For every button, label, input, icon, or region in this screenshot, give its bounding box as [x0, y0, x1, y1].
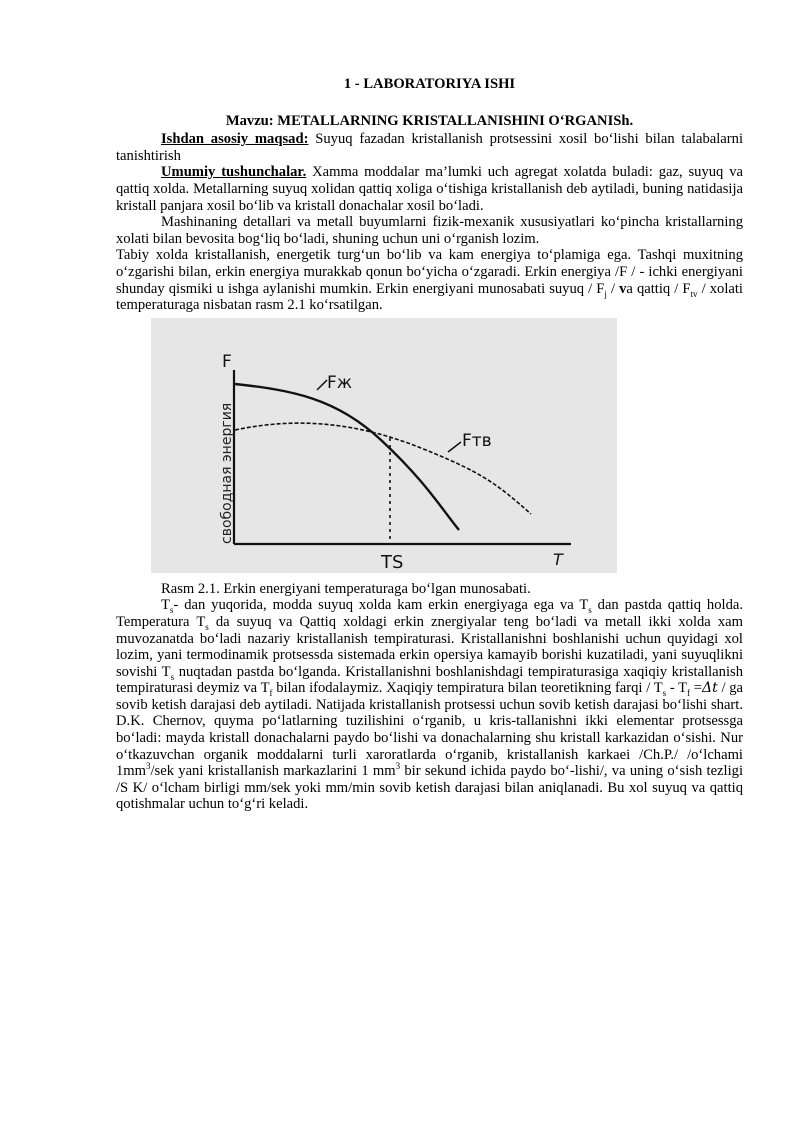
machine-paragraph: Mashinaning detallari va metall buyumlarni fizik-mexanik xususiyatlari ko‘pincha kristallarning xolati bilan bevosita bog‘liq bo‘ladi, shuning uchun uni o‘rganish lozim. [116, 214, 743, 247]
liquid-energy-curve [235, 384, 459, 530]
page-title: 1 - LABORATORIYA ISHI [343, 76, 516, 92]
ts-paragraph: $T_s-$ dan yuqorida, modda suyuq xolda kam erkin energiyaga ega va $T_s$ dan pastda qattiq holda. Temperatura $T_s$ da suyuq va Qattiq xoldagi erkin znergiyalar teng bo‘ladi va metall ikki xolda xam muvozanatda bo‘ladi nazariy kristallanish tempiraturasi. Kristallanishni boshlanishi uchun quyidagi xol lozim, yani termodinamik protsessda sistemada erkin opersiya kamayib borishi kuzatiladi, yani suyuqlikni sovishi $T_s$ nuqtadan pastda bo‘lganda. Kristallanishni boshlanishdagi tempiraturasiga xaqiqiy kristallanish tempiraturasi deymiz va $T_f$ bilan ifodalaymiz. Xaqiqiy tempiratura bilan teoretikning farqi / $T_s - T_f =\Delta t$ / ga sovib ketish darajasi deb aytiladi. Natijada kristallanish protsessi uchun sovib ketish darajasi bo‘lishi shart. D.K. Chernov, quyma po‘latlarning tuzilishini o‘rganib, u kris-tallanishni ikki elementar protsessga bo‘ladi: mayda kristall donachalarni paydo bo‘lishi va donachalarning shu kristall karkazidan o‘sishi. Nur o‘tkazuvchan organik moddalarni turli xaroratlarda o‘rganib, kristallanish karkaei /Ch.P./ /o‘lchami $1mm^3$/sek yani kristallanish markazlarini 1 $mm^3$ bir sekund ichida paydo bo‘-lishi/, va uning o‘sish tezligi /S K/ o‘lcham birligi mm/sek yoki mm/min sovib ketish darajasi bilan aniqlanadi. Bu xol suyuq va qattiq qotishmalar uchun to‘g‘ri keladi. [116, 597, 743, 813]
free-energy-diagram [151, 318, 617, 573]
solid-curve-label: Fтв [462, 430, 492, 451]
free-energy-figure [151, 318, 617, 573]
figure-caption: Rasm 2.1. Erkin energiyani temperaturaga bo‘lgan munosabati. [161, 580, 531, 597]
liquid-curve-label: Fж [327, 372, 353, 393]
concepts-paragraph [116, 164, 743, 214]
liquid-leader [317, 380, 327, 390]
y-axis-side-label: свободная энергия [219, 402, 235, 544]
delta-t-symbol: Δt [701, 680, 718, 697]
solid-leader [448, 442, 461, 452]
document-page [116, 76, 743, 813]
purpose-text: Suyuq fazadan kristallanish protsessini xosil bo‘lishi bilan talabalarni tanishtirish [116, 131, 743, 164]
concepts-label: Umumiy tushunchalar. [161, 164, 307, 181]
ts-label: TS [381, 551, 404, 573]
purpose-label: Ishdan asosiy maqsad: [161, 131, 309, 148]
topic-heading: Mavzu: METALLARNING KRISTALLANISHINI O‘RGANISh. [225, 112, 634, 129]
purpose-paragraph [116, 131, 743, 164]
concepts-text: Xamma moddalar ma’lumki uch agregat xolatda buladi: gaz, suyuq va qattiq xolda. Metallarning suyuq xolidan qattiq xoliga o‘tishiga kristallanish deb aytiladi, buning natidasija kristall panjara xosil bo‘lib va kristall donachalar xosil bo‘ladi. [116, 164, 743, 214]
x-axis-label: T [553, 549, 563, 569]
energy-paragraph: Tabiy xolda kristallanish, energetik turg‘un bo‘lib va kam energiya to‘plamiga ega. Tashqi muxitning o‘zgarishi bilan, erkin energiya murakkab qonun bo‘yicha o‘zgaradi. Erkin energiya /F / - ichki energiyani shunday qismiki u ishga aylanishi mumkin. Erkin energiyani munosabati suyuq / $F_j$ / va qattiq / $F_{tv}$ / xolati temperaturaga nisbatan rasm 2.1 ko‘rsatilgan. [116, 247, 743, 314]
y-axis-label: F [222, 351, 232, 372]
